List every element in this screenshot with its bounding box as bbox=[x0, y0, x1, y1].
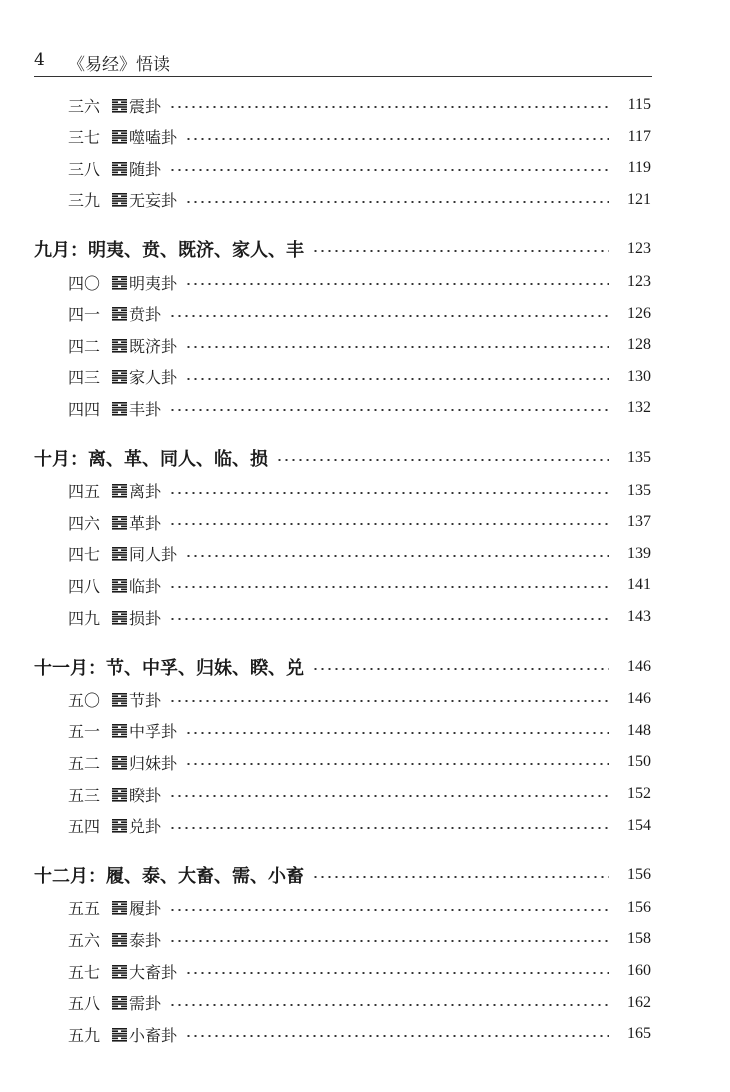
toc-entry-row[interactable] bbox=[0, 477, 730, 505]
hexagram-icon bbox=[112, 369, 127, 384]
chapter-title: 十一月：节、中孚、归妹、睽、兑 bbox=[34, 657, 304, 679]
dot-leader bbox=[169, 169, 609, 171]
chapter-title: 十月：离、革、同人、临、损 bbox=[34, 449, 268, 470]
hexagram-icon bbox=[112, 755, 127, 770]
toc-row-text bbox=[68, 479, 161, 502]
page-ref: 123 bbox=[627, 240, 651, 258]
toc-entry-row[interactable] bbox=[0, 780, 730, 808]
toc-row-text bbox=[68, 397, 161, 420]
hexagram-icon bbox=[112, 98, 127, 113]
toc-row-text bbox=[68, 991, 161, 1014]
entry-title: 归妹卦 bbox=[129, 753, 178, 773]
toc-entry-row[interactable] bbox=[0, 268, 730, 296]
toc-row-text bbox=[34, 236, 304, 262]
page-ref: 143 bbox=[627, 608, 651, 625]
dot-leader bbox=[185, 732, 609, 734]
toc-row-text bbox=[68, 606, 161, 629]
dot-leader bbox=[276, 459, 609, 461]
toc-row-text bbox=[68, 125, 177, 148]
entry-title: 丰卦 bbox=[129, 399, 162, 419]
toc-row-text bbox=[68, 365, 177, 388]
page-ref: 162 bbox=[627, 993, 651, 1011]
toc-entry-row[interactable] bbox=[0, 508, 730, 536]
hexagram-icon bbox=[112, 306, 127, 321]
entry-index: 三六 bbox=[68, 96, 101, 116]
dot-leader bbox=[169, 618, 609, 620]
entry-title: 贲卦 bbox=[129, 305, 162, 325]
hexagram-icon bbox=[112, 818, 127, 833]
toc-row-text bbox=[68, 814, 161, 837]
entry-index: 四二 bbox=[68, 336, 101, 356]
hexagram-icon bbox=[112, 900, 127, 915]
dot-leader bbox=[312, 250, 609, 252]
dot-leader bbox=[185, 763, 609, 765]
entry-title: 大畜卦 bbox=[129, 962, 178, 982]
hexagram-icon bbox=[112, 275, 127, 290]
entry-index: 三八 bbox=[68, 159, 101, 179]
entry-title: 噬嗑卦 bbox=[129, 128, 178, 148]
dot-leader bbox=[169, 492, 609, 494]
toc-chapter-row[interactable] bbox=[0, 653, 730, 681]
entry-title: 中孚卦 bbox=[129, 722, 178, 742]
page-ref: 154 bbox=[627, 816, 651, 834]
entry-title: 小畜卦 bbox=[129, 1025, 178, 1045]
dot-leader bbox=[169, 409, 609, 411]
entry-index: 五九 bbox=[68, 1025, 101, 1045]
dot-leader bbox=[169, 827, 609, 829]
book-title: 《易经》悟读 bbox=[68, 55, 170, 75]
toc-entry-row[interactable] bbox=[0, 154, 730, 182]
toc-entry-row[interactable] bbox=[0, 1020, 730, 1048]
entry-title: 兑卦 bbox=[129, 817, 162, 837]
toc-entry-row[interactable] bbox=[0, 363, 730, 391]
dot-leader bbox=[185, 138, 609, 140]
toc-row-text bbox=[34, 445, 268, 471]
entry-title: 无妄卦 bbox=[129, 191, 178, 211]
page-ref: 156 bbox=[627, 898, 651, 916]
entry-title: 睽卦 bbox=[129, 785, 162, 805]
entry-title: 同人卦 bbox=[129, 545, 178, 565]
page-ref: 115 bbox=[627, 96, 651, 113]
entry-index: 五〇 bbox=[68, 690, 101, 710]
toc-entry-row[interactable] bbox=[0, 894, 730, 922]
page-ref: 119 bbox=[627, 159, 651, 177]
dot-leader bbox=[169, 315, 609, 317]
page-ref: 141 bbox=[627, 576, 651, 594]
toc-entry-row[interactable] bbox=[0, 957, 730, 985]
dot-leader bbox=[169, 1004, 609, 1006]
toc-row-text bbox=[68, 783, 161, 806]
toc-entry-row[interactable] bbox=[0, 603, 730, 631]
hexagram-icon bbox=[112, 1027, 127, 1042]
entry-index: 四五 bbox=[68, 482, 101, 502]
hexagram-icon bbox=[112, 787, 127, 802]
dot-leader bbox=[169, 940, 609, 942]
entry-index: 五二 bbox=[68, 753, 101, 773]
page-ref: 148 bbox=[627, 721, 651, 739]
toc-row-text bbox=[68, 511, 161, 534]
page-ref: 123 bbox=[627, 273, 651, 290]
page-ref: 117 bbox=[627, 127, 651, 145]
toc-row-text bbox=[68, 157, 161, 180]
toc-entry-row[interactable] bbox=[0, 717, 730, 745]
hexagram-icon bbox=[112, 161, 127, 176]
entry-title: 既济卦 bbox=[129, 336, 178, 356]
toc-row-text bbox=[68, 271, 177, 294]
dot-leader bbox=[169, 909, 609, 911]
entry-title: 明夷卦 bbox=[129, 273, 178, 293]
hexagram-icon bbox=[112, 964, 127, 979]
dot-leader bbox=[185, 972, 609, 974]
toc-row-text bbox=[68, 302, 161, 325]
toc-row-text bbox=[68, 542, 177, 565]
toc-row-text bbox=[68, 751, 177, 774]
dot-leader bbox=[185, 378, 609, 380]
page-ref: 152 bbox=[627, 785, 651, 802]
chapter-title: 十二月：履、泰、大畜、需、小畜 bbox=[34, 866, 304, 888]
page-ref: 165 bbox=[627, 1025, 651, 1043]
toc-row-text bbox=[68, 188, 177, 211]
dot-leader bbox=[312, 668, 609, 670]
page-ref: 135 bbox=[627, 481, 651, 499]
toc-entry-row[interactable] bbox=[0, 331, 730, 359]
toc-row-text bbox=[68, 688, 161, 711]
entry-index: 四一 bbox=[68, 305, 101, 325]
hexagram-icon bbox=[112, 546, 127, 561]
toc-entry-row[interactable] bbox=[0, 186, 730, 214]
toc-entry-row[interactable] bbox=[0, 571, 730, 599]
entry-index: 四七 bbox=[68, 545, 101, 565]
entry-index: 五七 bbox=[68, 962, 101, 982]
entry-title: 革卦 bbox=[129, 513, 162, 533]
hexagram-icon bbox=[112, 483, 127, 498]
page-ref: 135 bbox=[627, 449, 651, 466]
entry-title: 临卦 bbox=[129, 576, 162, 596]
toc-chapter-row[interactable] bbox=[0, 235, 730, 263]
toc-entry-row[interactable] bbox=[0, 540, 730, 568]
page-ref: 128 bbox=[627, 336, 651, 354]
entry-title: 损卦 bbox=[129, 608, 162, 628]
dot-leader bbox=[169, 106, 609, 108]
entry-index: 五三 bbox=[68, 785, 101, 805]
toc-row-text bbox=[68, 719, 177, 742]
entry-title: 需卦 bbox=[129, 994, 162, 1014]
toc-entry-row[interactable] bbox=[0, 989, 730, 1017]
entry-title: 震卦 bbox=[129, 96, 162, 116]
dot-leader bbox=[185, 283, 609, 285]
page-ref: 146 bbox=[627, 657, 651, 675]
toc-chapter-row[interactable] bbox=[0, 861, 730, 889]
entry-index: 三七 bbox=[68, 128, 101, 148]
entry-index: 五八 bbox=[68, 994, 101, 1014]
hexagram-icon bbox=[112, 515, 127, 530]
dot-leader bbox=[185, 555, 609, 557]
toc-row-text bbox=[68, 94, 161, 117]
dot-leader bbox=[185, 1035, 609, 1037]
toc-entry-row[interactable] bbox=[0, 925, 730, 953]
page-ref: 132 bbox=[627, 399, 651, 417]
toc-entry-row[interactable] bbox=[0, 748, 730, 776]
page-ref: 150 bbox=[627, 753, 651, 771]
page-ref: 146 bbox=[627, 690, 651, 708]
entry-title: 离卦 bbox=[129, 482, 162, 502]
entry-title: 节卦 bbox=[129, 690, 162, 710]
page-ref: 126 bbox=[627, 304, 651, 322]
entry-title: 泰卦 bbox=[129, 930, 162, 950]
entry-index: 四六 bbox=[68, 513, 101, 533]
toc-row-text bbox=[68, 928, 161, 951]
toc-entry-row[interactable] bbox=[0, 123, 730, 151]
page-ref: 130 bbox=[627, 367, 651, 385]
entry-index: 五五 bbox=[68, 899, 101, 919]
dot-leader bbox=[185, 201, 609, 203]
dot-leader bbox=[169, 523, 609, 525]
toc-entry-row[interactable] bbox=[0, 300, 730, 328]
entry-index: 五四 bbox=[68, 817, 101, 837]
hexagram-icon bbox=[112, 932, 127, 947]
entry-index: 四三 bbox=[68, 368, 101, 388]
dot-leader bbox=[185, 346, 609, 348]
page-ref: 137 bbox=[627, 513, 651, 531]
page-ref: 139 bbox=[627, 544, 651, 562]
page-ref: 160 bbox=[627, 962, 651, 979]
dot-leader bbox=[169, 586, 609, 588]
entry-index: 四四 bbox=[68, 399, 101, 419]
dot-leader bbox=[169, 700, 609, 702]
entry-index: 四九 bbox=[68, 608, 101, 628]
entry-title: 家人卦 bbox=[129, 368, 178, 388]
toc-entry-row[interactable] bbox=[0, 812, 730, 840]
hexagram-icon bbox=[112, 995, 127, 1010]
hexagram-icon bbox=[112, 338, 127, 353]
page-number: 4 bbox=[34, 50, 45, 70]
toc-entry-row[interactable] bbox=[0, 91, 730, 119]
entry-title: 随卦 bbox=[129, 159, 162, 179]
entry-index: 四八 bbox=[68, 576, 101, 596]
hexagram-icon bbox=[112, 723, 127, 738]
entry-title: 履卦 bbox=[129, 899, 162, 919]
dot-leader bbox=[312, 876, 609, 878]
hexagram-icon bbox=[112, 192, 127, 207]
hexagram-icon bbox=[112, 610, 127, 625]
entry-index: 五一 bbox=[68, 722, 101, 742]
toc-row-text bbox=[68, 574, 161, 597]
toc-entry-row[interactable] bbox=[0, 685, 730, 713]
toc-entry-row[interactable] bbox=[0, 394, 730, 422]
page-ref: 121 bbox=[627, 190, 651, 208]
entry-index: 三九 bbox=[68, 191, 101, 211]
hexagram-icon bbox=[112, 129, 127, 144]
toc-row-text bbox=[68, 896, 161, 919]
toc-row-text bbox=[34, 862, 304, 888]
page-ref: 156 bbox=[627, 866, 651, 884]
toc-row-text bbox=[68, 1023, 177, 1046]
page-ref: 158 bbox=[627, 930, 651, 948]
running-header bbox=[34, 46, 652, 77]
hexagram-icon bbox=[112, 401, 127, 416]
dot-leader bbox=[169, 795, 609, 797]
toc-row-text bbox=[34, 654, 304, 680]
hexagram-icon bbox=[112, 578, 127, 593]
entry-index: 四〇 bbox=[68, 273, 101, 293]
toc-chapter-row[interactable] bbox=[0, 444, 730, 472]
hexagram-icon bbox=[112, 692, 127, 707]
toc-row-text bbox=[68, 334, 177, 357]
chapter-title: 九月：明夷、贲、既济、家人、丰 bbox=[34, 240, 304, 262]
entry-index: 五六 bbox=[68, 930, 101, 950]
toc-row-text bbox=[68, 960, 177, 983]
